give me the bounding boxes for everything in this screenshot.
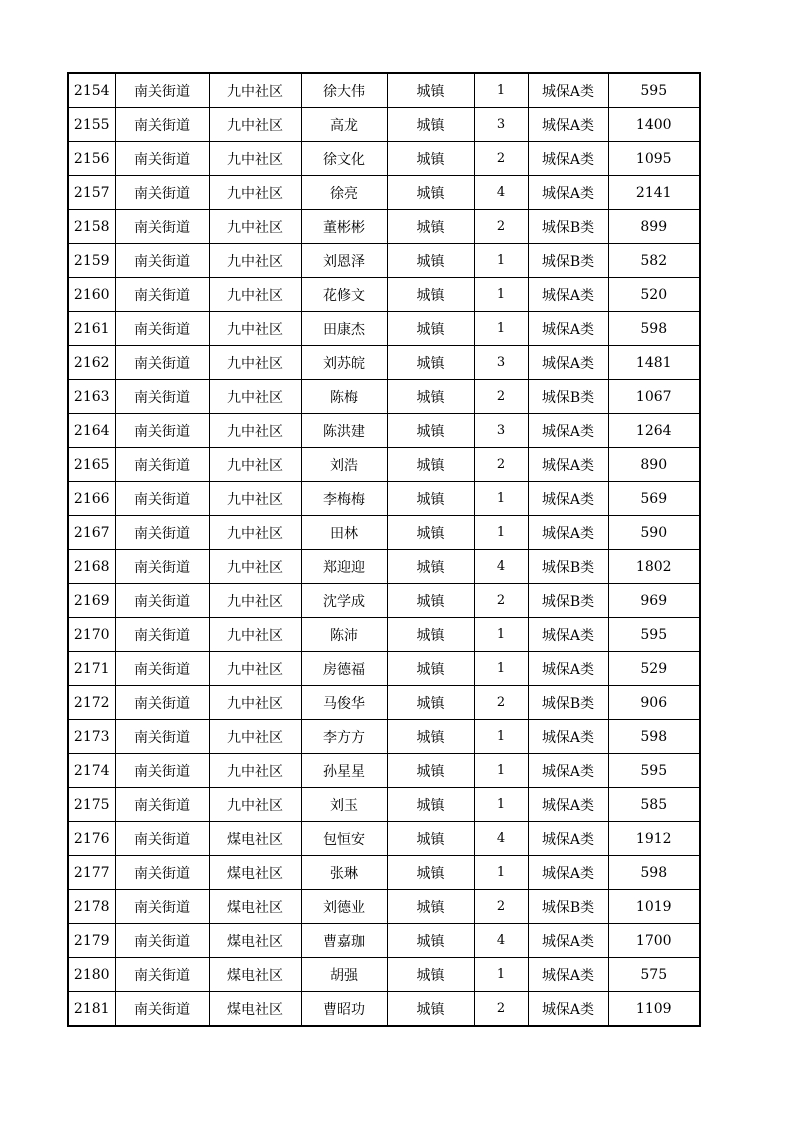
table-row <box>68 992 700 1027</box>
amount-cell: 1400 <box>608 108 700 142</box>
area-type-cell: 城镇 <box>387 414 474 448</box>
category-cell: 城保B类 <box>528 244 608 278</box>
household-size-cell: 4 <box>474 176 528 210</box>
street-cell: 南关街道 <box>115 448 209 482</box>
record-id-cell: 2156 <box>68 142 115 176</box>
person-name-cell: 孙星星 <box>301 754 387 788</box>
community-cell: 九中社区 <box>209 346 301 380</box>
record-id-cell: 2171 <box>68 652 115 686</box>
household-size-cell: 1 <box>474 720 528 754</box>
table-row <box>68 516 700 550</box>
street-cell: 南关街道 <box>115 312 209 346</box>
area-type-cell: 城镇 <box>387 686 474 720</box>
community-cell: 九中社区 <box>209 686 301 720</box>
person-name-cell: 张琳 <box>301 856 387 890</box>
table-row <box>68 346 700 380</box>
street-cell: 南关街道 <box>115 686 209 720</box>
person-name-cell: 田康杰 <box>301 312 387 346</box>
record-id-cell: 2163 <box>68 380 115 414</box>
area-type-cell: 城镇 <box>387 380 474 414</box>
category-cell: 城保A类 <box>528 992 608 1027</box>
table-row <box>68 312 700 346</box>
street-cell: 南关街道 <box>115 210 209 244</box>
amount-cell: 1700 <box>608 924 700 958</box>
category-cell: 城保A类 <box>528 924 608 958</box>
roster-table <box>67 72 701 1027</box>
person-name-cell: 李梅梅 <box>301 482 387 516</box>
category-cell: 城保B类 <box>528 550 608 584</box>
area-type-cell: 城镇 <box>387 618 474 652</box>
street-cell: 南关街道 <box>115 346 209 380</box>
area-type-cell: 城镇 <box>387 244 474 278</box>
street-cell: 南关街道 <box>115 822 209 856</box>
category-cell: 城保B类 <box>528 380 608 414</box>
person-name-cell: 刘苏皖 <box>301 346 387 380</box>
community-cell: 九中社区 <box>209 312 301 346</box>
community-cell: 九中社区 <box>209 550 301 584</box>
record-id-cell: 2181 <box>68 992 115 1027</box>
household-size-cell: 1 <box>474 958 528 992</box>
community-cell: 煤电社区 <box>209 890 301 924</box>
street-cell: 南关街道 <box>115 890 209 924</box>
record-id-cell: 2161 <box>68 312 115 346</box>
street-cell: 南关街道 <box>115 278 209 312</box>
category-cell: 城保A类 <box>528 142 608 176</box>
amount-cell: 1109 <box>608 992 700 1027</box>
amount-cell: 582 <box>608 244 700 278</box>
category-cell: 城保A类 <box>528 618 608 652</box>
record-id-cell: 2164 <box>68 414 115 448</box>
street-cell: 南关街道 <box>115 788 209 822</box>
area-type-cell: 城镇 <box>387 754 474 788</box>
amount-cell: 899 <box>608 210 700 244</box>
household-size-cell: 3 <box>474 346 528 380</box>
person-name-cell: 沈学成 <box>301 584 387 618</box>
record-id-cell: 2169 <box>68 584 115 618</box>
category-cell: 城保B类 <box>528 210 608 244</box>
household-size-cell: 3 <box>474 108 528 142</box>
area-type-cell: 城镇 <box>387 448 474 482</box>
table-row <box>68 652 700 686</box>
amount-cell: 598 <box>608 720 700 754</box>
area-type-cell: 城镇 <box>387 720 474 754</box>
record-id-cell: 2176 <box>68 822 115 856</box>
area-type-cell: 城镇 <box>387 822 474 856</box>
table-row <box>68 822 700 856</box>
community-cell: 九中社区 <box>209 108 301 142</box>
person-name-cell: 曹嘉珈 <box>301 924 387 958</box>
household-size-cell: 2 <box>474 380 528 414</box>
person-name-cell: 李方方 <box>301 720 387 754</box>
area-type-cell: 城镇 <box>387 108 474 142</box>
table-row <box>68 856 700 890</box>
area-type-cell: 城镇 <box>387 73 474 108</box>
table-row <box>68 618 700 652</box>
community-cell: 九中社区 <box>209 278 301 312</box>
person-name-cell: 刘恩泽 <box>301 244 387 278</box>
table-row <box>68 210 700 244</box>
street-cell: 南关街道 <box>115 958 209 992</box>
record-id-cell: 2175 <box>68 788 115 822</box>
amount-cell: 595 <box>608 754 700 788</box>
category-cell: 城保B类 <box>528 686 608 720</box>
table-row <box>68 244 700 278</box>
amount-cell: 1095 <box>608 142 700 176</box>
street-cell: 南关街道 <box>115 142 209 176</box>
record-id-cell: 2174 <box>68 754 115 788</box>
household-size-cell: 1 <box>474 244 528 278</box>
household-size-cell: 2 <box>474 686 528 720</box>
table-row <box>68 448 700 482</box>
community-cell: 九中社区 <box>209 210 301 244</box>
household-size-cell: 1 <box>474 754 528 788</box>
record-id-cell: 2162 <box>68 346 115 380</box>
person-name-cell: 徐大伟 <box>301 73 387 108</box>
record-id-cell: 2154 <box>68 73 115 108</box>
household-size-cell: 1 <box>474 278 528 312</box>
area-type-cell: 城镇 <box>387 312 474 346</box>
household-size-cell: 1 <box>474 652 528 686</box>
table-row <box>68 550 700 584</box>
person-name-cell: 花修文 <box>301 278 387 312</box>
amount-cell: 2141 <box>608 176 700 210</box>
street-cell: 南关街道 <box>115 516 209 550</box>
household-size-cell: 1 <box>474 856 528 890</box>
record-id-cell: 2177 <box>68 856 115 890</box>
category-cell: 城保A类 <box>528 652 608 686</box>
record-id-cell: 2157 <box>68 176 115 210</box>
category-cell: 城保A类 <box>528 278 608 312</box>
category-cell: 城保A类 <box>528 346 608 380</box>
area-type-cell: 城镇 <box>387 142 474 176</box>
household-size-cell: 2 <box>474 890 528 924</box>
amount-cell: 575 <box>608 958 700 992</box>
person-name-cell: 陈沛 <box>301 618 387 652</box>
person-name-cell: 刘玉 <box>301 788 387 822</box>
community-cell: 九中社区 <box>209 380 301 414</box>
community-cell: 煤电社区 <box>209 958 301 992</box>
person-name-cell: 刘浩 <box>301 448 387 482</box>
amount-cell: 529 <box>608 652 700 686</box>
person-name-cell: 房德福 <box>301 652 387 686</box>
record-id-cell: 2170 <box>68 618 115 652</box>
area-type-cell: 城镇 <box>387 958 474 992</box>
table-row <box>68 584 700 618</box>
person-name-cell: 陈洪建 <box>301 414 387 448</box>
record-id-cell: 2158 <box>68 210 115 244</box>
category-cell: 城保A类 <box>528 788 608 822</box>
area-type-cell: 城镇 <box>387 856 474 890</box>
category-cell: 城保A类 <box>528 448 608 482</box>
community-cell: 煤电社区 <box>209 924 301 958</box>
amount-cell: 1912 <box>608 822 700 856</box>
street-cell: 南关街道 <box>115 482 209 516</box>
community-cell: 九中社区 <box>209 720 301 754</box>
community-cell: 九中社区 <box>209 618 301 652</box>
area-type-cell: 城镇 <box>387 176 474 210</box>
community-cell: 九中社区 <box>209 176 301 210</box>
amount-cell: 585 <box>608 788 700 822</box>
amount-cell: 520 <box>608 278 700 312</box>
household-size-cell: 4 <box>474 822 528 856</box>
household-size-cell: 2 <box>474 142 528 176</box>
category-cell: 城保A类 <box>528 73 608 108</box>
amount-cell: 1264 <box>608 414 700 448</box>
street-cell: 南关街道 <box>115 618 209 652</box>
record-id-cell: 2178 <box>68 890 115 924</box>
area-type-cell: 城镇 <box>387 584 474 618</box>
record-id-cell: 2168 <box>68 550 115 584</box>
household-size-cell: 2 <box>474 210 528 244</box>
record-id-cell: 2159 <box>68 244 115 278</box>
street-cell: 南关街道 <box>115 652 209 686</box>
street-cell: 南关街道 <box>115 108 209 142</box>
amount-cell: 890 <box>608 448 700 482</box>
household-size-cell: 4 <box>474 550 528 584</box>
household-size-cell: 1 <box>474 516 528 550</box>
table-row <box>68 73 700 108</box>
amount-cell: 595 <box>608 73 700 108</box>
street-cell: 南关街道 <box>115 73 209 108</box>
amount-cell: 598 <box>608 856 700 890</box>
household-size-cell: 1 <box>474 482 528 516</box>
household-size-cell: 3 <box>474 414 528 448</box>
person-name-cell: 徐亮 <box>301 176 387 210</box>
table-row <box>68 686 700 720</box>
area-type-cell: 城镇 <box>387 924 474 958</box>
roster-body <box>68 73 700 1026</box>
street-cell: 南关街道 <box>115 244 209 278</box>
record-id-cell: 2172 <box>68 686 115 720</box>
area-type-cell: 城镇 <box>387 482 474 516</box>
street-cell: 南关街道 <box>115 550 209 584</box>
category-cell: 城保A类 <box>528 754 608 788</box>
table-row <box>68 754 700 788</box>
amount-cell: 590 <box>608 516 700 550</box>
community-cell: 九中社区 <box>209 754 301 788</box>
area-type-cell: 城镇 <box>387 992 474 1027</box>
record-id-cell: 2165 <box>68 448 115 482</box>
record-id-cell: 2167 <box>68 516 115 550</box>
community-cell: 九中社区 <box>209 414 301 448</box>
community-cell: 煤电社区 <box>209 856 301 890</box>
category-cell: 城保A类 <box>528 176 608 210</box>
household-size-cell: 2 <box>474 448 528 482</box>
amount-cell: 595 <box>608 618 700 652</box>
table-row <box>68 958 700 992</box>
category-cell: 城保A类 <box>528 720 608 754</box>
category-cell: 城保B类 <box>528 584 608 618</box>
table-row <box>68 142 700 176</box>
category-cell: 城保A类 <box>528 108 608 142</box>
amount-cell: 1067 <box>608 380 700 414</box>
area-type-cell: 城镇 <box>387 788 474 822</box>
table-row <box>68 720 700 754</box>
household-size-cell: 1 <box>474 312 528 346</box>
community-cell: 九中社区 <box>209 142 301 176</box>
category-cell: 城保A类 <box>528 856 608 890</box>
community-cell: 煤电社区 <box>209 992 301 1027</box>
person-name-cell: 董彬彬 <box>301 210 387 244</box>
area-type-cell: 城镇 <box>387 346 474 380</box>
household-size-cell: 4 <box>474 924 528 958</box>
table-row <box>68 278 700 312</box>
record-id-cell: 2173 <box>68 720 115 754</box>
street-cell: 南关街道 <box>115 380 209 414</box>
amount-cell: 1019 <box>608 890 700 924</box>
area-type-cell: 城镇 <box>387 652 474 686</box>
street-cell: 南关街道 <box>115 176 209 210</box>
table-row <box>68 414 700 448</box>
street-cell: 南关街道 <box>115 924 209 958</box>
record-id-cell: 2155 <box>68 108 115 142</box>
person-name-cell: 包恒安 <box>301 822 387 856</box>
category-cell: 城保A类 <box>528 516 608 550</box>
table-row <box>68 380 700 414</box>
table-row <box>68 788 700 822</box>
community-cell: 九中社区 <box>209 244 301 278</box>
category-cell: 城保A类 <box>528 482 608 516</box>
household-size-cell: 1 <box>474 788 528 822</box>
record-id-cell: 2179 <box>68 924 115 958</box>
street-cell: 南关街道 <box>115 754 209 788</box>
area-type-cell: 城镇 <box>387 278 474 312</box>
amount-cell: 906 <box>608 686 700 720</box>
amount-cell: 1802 <box>608 550 700 584</box>
amount-cell: 569 <box>608 482 700 516</box>
person-name-cell: 陈梅 <box>301 380 387 414</box>
community-cell: 九中社区 <box>209 73 301 108</box>
street-cell: 南关街道 <box>115 992 209 1027</box>
person-name-cell: 马俊华 <box>301 686 387 720</box>
record-id-cell: 2166 <box>68 482 115 516</box>
street-cell: 南关街道 <box>115 584 209 618</box>
street-cell: 南关街道 <box>115 720 209 754</box>
amount-cell: 969 <box>608 584 700 618</box>
household-size-cell: 2 <box>474 992 528 1027</box>
area-type-cell: 城镇 <box>387 210 474 244</box>
person-name-cell: 刘德业 <box>301 890 387 924</box>
person-name-cell: 郑迎迎 <box>301 550 387 584</box>
person-name-cell: 曹昭功 <box>301 992 387 1027</box>
area-type-cell: 城镇 <box>387 516 474 550</box>
street-cell: 南关街道 <box>115 414 209 448</box>
category-cell: 城保B类 <box>528 890 608 924</box>
household-size-cell: 1 <box>474 73 528 108</box>
amount-cell: 1481 <box>608 346 700 380</box>
category-cell: 城保A类 <box>528 414 608 448</box>
household-size-cell: 1 <box>474 618 528 652</box>
community-cell: 九中社区 <box>209 584 301 618</box>
person-name-cell: 胡强 <box>301 958 387 992</box>
amount-cell: 598 <box>608 312 700 346</box>
category-cell: 城保A类 <box>528 312 608 346</box>
table-row <box>68 890 700 924</box>
community-cell: 九中社区 <box>209 652 301 686</box>
area-type-cell: 城镇 <box>387 550 474 584</box>
record-id-cell: 2160 <box>68 278 115 312</box>
community-cell: 九中社区 <box>209 482 301 516</box>
record-id-cell: 2180 <box>68 958 115 992</box>
table-row <box>68 176 700 210</box>
community-cell: 九中社区 <box>209 448 301 482</box>
table-row <box>68 108 700 142</box>
area-type-cell: 城镇 <box>387 890 474 924</box>
category-cell: 城保A类 <box>528 958 608 992</box>
table-row <box>68 482 700 516</box>
person-name-cell: 田林 <box>301 516 387 550</box>
community-cell: 煤电社区 <box>209 822 301 856</box>
street-cell: 南关街道 <box>115 856 209 890</box>
person-name-cell: 徐文化 <box>301 142 387 176</box>
category-cell: 城保A类 <box>528 822 608 856</box>
person-name-cell: 高龙 <box>301 108 387 142</box>
community-cell: 九中社区 <box>209 788 301 822</box>
table-row <box>68 924 700 958</box>
community-cell: 九中社区 <box>209 516 301 550</box>
household-size-cell: 2 <box>474 584 528 618</box>
